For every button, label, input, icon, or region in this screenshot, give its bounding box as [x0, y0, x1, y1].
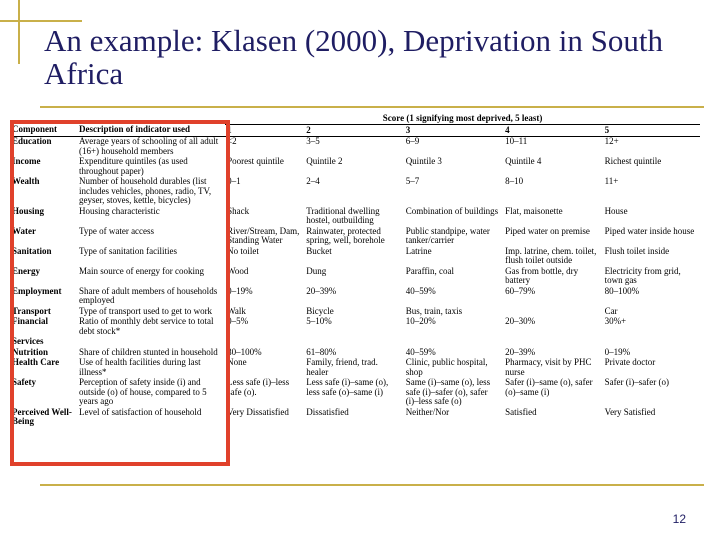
component-cell: Financial — [12, 316, 49, 326]
table-row — [10, 337, 700, 348]
score-cell: Bus, train, taxis — [405, 305, 463, 316]
score-cell: Imp. latrine, chem. toilet, flush toilet outside — [505, 245, 597, 265]
score-cell — [404, 337, 503, 348]
score-cell: Latrine — [405, 245, 432, 256]
score-cell: Shack — [227, 205, 250, 216]
table-row — [10, 177, 700, 207]
description-cell: Number of household durables (list includes vehicles, phones, radio, TV, geyser, stoves, kettle, bicycles) — [78, 176, 212, 205]
score-cell: 12+ — [604, 136, 619, 146]
score-cell: Richest quintile — [604, 156, 662, 166]
description-cell: Ratio of monthly debt service to total debt stock* — [78, 316, 214, 336]
score-cell: Car — [604, 305, 618, 316]
component-cell: Perceived Well-Being — [12, 406, 72, 426]
score-cell: Public standpipe, water tanker/carrier — [405, 225, 490, 245]
description-cell: Type of water access — [78, 225, 155, 236]
deprivation-table — [10, 114, 700, 428]
score-cell: Same (i)–same (o), less safe (i)–safer (o), safer (i)–less safe (o) — [405, 377, 491, 406]
description-cell: Average years of schooling of all adult (16+) household members — [78, 136, 219, 156]
component-cell: Water — [12, 225, 36, 236]
score-cell: Poorest quintile — [227, 156, 284, 166]
description-cell: Level of satisfaction of household — [78, 406, 202, 417]
score-cell — [603, 337, 700, 348]
score-cell: Bicycle — [306, 305, 334, 316]
score-cell: 6–9 — [405, 136, 420, 146]
score-cell: 0–1 — [227, 176, 241, 186]
score-cell: 3–5 — [306, 136, 320, 146]
description-cell: Share of adult members of households employed — [78, 285, 218, 305]
score-cell: Safer (i)–same (o), safer (o)–same (i) — [505, 377, 593, 397]
table-row — [10, 267, 700, 287]
score-cell: Quintile 4 — [505, 156, 542, 166]
score-cell: Family, friend, trad. healer — [306, 357, 378, 377]
score-cell — [304, 337, 403, 348]
description-cell — [77, 337, 225, 348]
score-cell: Dung — [306, 265, 327, 276]
component-cell: Health Care — [12, 357, 60, 367]
score-cell: Neither/Nor — [405, 406, 450, 417]
corner-accent-vertical — [18, 0, 20, 64]
component-cell: Safety — [12, 377, 36, 387]
score-cell: Combination of buildings — [405, 205, 499, 216]
score-cell: 5–7 — [405, 176, 420, 186]
description-cell: Type of transport used to get to work — [78, 305, 213, 316]
description-cell: Use of health facilities during last illness* — [78, 357, 201, 377]
component-cell: Energy — [12, 265, 40, 276]
score-cell: 0–5% — [227, 316, 249, 326]
component-cell: Transport — [12, 305, 51, 316]
score-cell: Flat, maisonette — [505, 205, 563, 216]
component-cell: Education — [12, 136, 52, 146]
score-cell: 2–4 — [306, 176, 320, 186]
description-cell: Perception of safety inside (i) and outside (o) of house, compared to 5 years ago — [78, 377, 207, 406]
score-cell: 80–100% — [227, 346, 262, 357]
score-cell: Satisfied — [505, 406, 537, 417]
score-cell: Less safe (i)–less safe (o). — [227, 377, 290, 397]
score-cell: 8–10 — [505, 176, 524, 186]
column-header: Description of indicator used — [77, 124, 225, 137]
score-cell: Paraffin, coal — [405, 265, 455, 276]
component-cell: Sanitation — [12, 245, 52, 256]
score-cell: None — [227, 357, 247, 367]
column-header: Component — [10, 124, 77, 137]
score-cell: Bucket — [306, 245, 332, 256]
score-cell: 10–11 — [505, 136, 528, 146]
table-row — [10, 157, 700, 177]
score-cell: Gas from bottle, dry battery — [505, 265, 579, 285]
table-row — [10, 137, 700, 158]
description-cell: Share of children stunted in household — [78, 346, 218, 357]
score-cell: Piped water on premise — [505, 225, 590, 236]
score-cell: Dissatisfied — [306, 406, 349, 417]
table-row — [10, 207, 700, 227]
column-header: 4 — [503, 124, 602, 137]
score-cell: <2 — [227, 136, 237, 146]
score-cell: Private doctor — [604, 357, 656, 367]
score-cell: 60–79% — [505, 285, 536, 296]
score-cell: Walk — [227, 305, 246, 316]
column-header: 5 — [603, 124, 700, 137]
component-cell: Wealth — [12, 176, 40, 186]
score-cell: 0–19% — [604, 346, 631, 357]
score-cell — [503, 337, 602, 348]
score-cell: Traditional dwelling hostel, outbuilding — [306, 205, 380, 225]
footer-divider — [40, 484, 704, 486]
score-cell: Clinic, public hospital, shop — [405, 357, 488, 377]
score-cell: 10–20% — [405, 316, 436, 326]
title-divider — [40, 106, 704, 108]
score-cell: 20–30% — [505, 316, 536, 326]
table-row — [10, 317, 700, 337]
score-cell: Quintile 3 — [405, 156, 442, 166]
score-cell: Flush toilet inside — [604, 245, 670, 256]
component-cell: Services — [12, 336, 44, 346]
component-cell: Employment — [12, 285, 62, 296]
table-row — [10, 287, 700, 307]
score-cell: 40–59% — [405, 346, 436, 357]
component-cell: Income — [12, 156, 41, 166]
table-row — [10, 408, 700, 428]
score-cell: Very Dissatisfied — [227, 406, 289, 417]
score-cell: 40–59% — [405, 285, 436, 296]
score-cell: Pharmacy, visit by PHC nurse — [505, 357, 592, 377]
score-cell: Piped water inside house — [604, 225, 695, 236]
score-cell: Quintile 2 — [306, 156, 343, 166]
score-cell: No toilet — [227, 245, 259, 256]
score-cell: Rainwater, protected spring, well, borehole — [306, 225, 385, 245]
score-cell: 5–10% — [306, 316, 332, 326]
score-cell: River/Stream, Dam, Standing Water — [227, 225, 300, 245]
description-cell: Expenditure quintiles (as used throughout paper) — [78, 156, 188, 176]
score-header: Score (1 signifying most deprived, 5 least) — [225, 114, 700, 124]
column-header: 3 — [404, 124, 503, 137]
table-row — [10, 247, 700, 267]
column-header: 2 — [304, 124, 403, 137]
description-cell: Main source of energy for cooking — [78, 265, 205, 276]
score-cell: 11+ — [604, 176, 619, 186]
score-cell: 61–80% — [306, 346, 337, 357]
component-cell: Housing — [12, 205, 45, 216]
page-number: 12 — [672, 512, 686, 526]
corner-accent-horizontal — [0, 20, 82, 22]
table-row — [10, 378, 700, 408]
score-cell — [225, 337, 304, 348]
score-cell: Wood — [227, 265, 249, 276]
score-cell: 20–39% — [505, 346, 536, 357]
score-cell: 80–100% — [604, 285, 640, 296]
column-header: 1 — [225, 124, 304, 137]
score-cell: 0–19% — [227, 285, 253, 296]
deprivation-table-figure — [10, 114, 710, 474]
score-cell: 20–39% — [306, 285, 337, 296]
description-cell: Type of sanitation facilities — [78, 245, 178, 256]
component-cell: Nutrition — [12, 346, 48, 357]
score-cell: 30%+ — [604, 316, 627, 326]
score-cell: Less safe (i)–same (o), less safe (o)–same (i) — [306, 377, 389, 397]
score-cell: Electricity from grid, town gas — [604, 265, 681, 285]
description-cell: Housing characteristic — [78, 205, 160, 216]
table-row — [10, 358, 700, 378]
table-row — [10, 227, 700, 247]
slide-title: An example: Klasen (2000), Deprivation in South Africa — [44, 23, 664, 91]
score-cell: House — [604, 205, 628, 216]
score-cell: Very Satisfied — [604, 406, 656, 417]
score-cell: Safer (i)–safer (o) — [604, 377, 670, 387]
